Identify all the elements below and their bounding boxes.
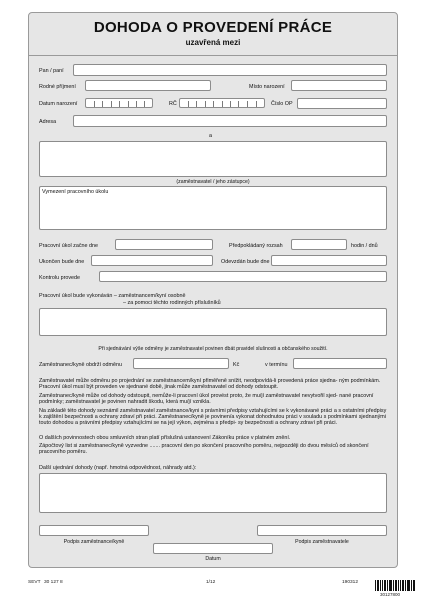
- remuneration-field[interactable]: [133, 358, 229, 369]
- label-kc: Kč: [233, 362, 240, 368]
- label-misto-narozeni: Místo narození: [249, 84, 285, 90]
- additional-terms-field[interactable]: [39, 473, 387, 513]
- label-ukonceni: Ukončen bude dne: [39, 259, 85, 265]
- birthplace-field[interactable]: [291, 80, 387, 91]
- footer-left-number: 30 127 8: [44, 580, 63, 585]
- address-field[interactable]: [73, 115, 387, 127]
- employer-field[interactable]: [39, 141, 387, 177]
- label-vykonavan-1: Pracovní úkol bude vykonáván – zaměstnancem/kyní osobně: [39, 293, 186, 299]
- label-hodin-dnu: hodin / dnů: [351, 243, 378, 249]
- end-date-field[interactable]: [91, 255, 213, 266]
- label-a: a: [209, 133, 212, 139]
- employer-signature-caption: Podpis zaměstnavatele: [295, 539, 349, 545]
- footer-left-code: SEVT: [28, 580, 41, 585]
- label-dalsi-ujednani: Další ujednání dohody (např. hmotná odpovědnost, náhrady atd.):: [39, 465, 197, 471]
- paragraph-credit-sheet: Zápočtový list si zaměstnanec/kyně vyzvedne ....... pracovní den po skončení pracovního poměru, nejpozději do dvou měsíců od skončení pracovního poměru.: [39, 443, 369, 456]
- employer-caption: (zaměstnavatel / jeho zástupce): [176, 179, 250, 185]
- form-title: DOHODA O PROVEDENÍ PRÁCE: [93, 19, 333, 36]
- name-field[interactable]: [73, 64, 387, 76]
- label-vymezeni: Vymezení pracovního úkolu: [42, 189, 109, 195]
- paragraph-reduction: Zaměstnavatel může odměnu po projednání se zaměstnancem/kyní přiměřeně snížit, neodpovídá-li provedená práce sjedna- ným podmínkám. Pracovní úkol musí být proveden ve sjednané době, jinak může zaměstnavatel od dohody odstoupit.: [39, 378, 381, 391]
- label-kontrolu: Kontrolu provede: [39, 275, 81, 281]
- date-caption: Datum: [205, 556, 221, 562]
- label-datum-narozeni: Datum narození: [39, 101, 78, 107]
- family-members-field[interactable]: [39, 308, 387, 336]
- barcode: [375, 580, 415, 591]
- label-rodne-prijmeni: Rodné příjmení: [39, 84, 76, 90]
- footer-page: 1/12: [206, 580, 216, 585]
- label-vykonavan-2: – za pomoci těchto rodinných příslušníků: [123, 300, 221, 306]
- payment-term-field[interactable]: [293, 358, 387, 369]
- scope-field[interactable]: [291, 239, 347, 250]
- paragraph-safety: Na základě této dohody seznámil zaměstnavatel zaměstnance/kyni s právními předpisy vztahujícími se k vykonávané práci a s ostatními předpisy k zajištění bezpečnosti a ochrany zdraví při práci. Zaměstnanec/kyně je povinen/a vykonat dohodnutou práci v souladu s podmínkami sjednanými touto dohodou a právními předpisy vztahujícími se na její výkon, zejména s předpi- sy bezpečnosti a ochrany zdraví při práci.: [39, 408, 387, 427]
- footer-right-code: 190312: [342, 580, 359, 585]
- form-sheet: [28, 12, 398, 568]
- label-odevzdan: Odevzdán bude dne: [221, 259, 270, 265]
- inspector-field[interactable]: [99, 271, 387, 282]
- birth-date-digits[interactable]: [85, 98, 153, 108]
- label-odmena: Zaměstnanec/kyně obdrží odměnu: [39, 362, 123, 368]
- label-adresa: Adresa: [39, 119, 57, 125]
- employee-signature-field[interactable]: [39, 525, 149, 536]
- label-v-terminu: v termínu: [265, 362, 288, 368]
- remuneration-note: Při sjednávání výše odměny je zaměstnavatel povinen dbát pravidel slušnosti a občanského soužití.: [98, 346, 328, 352]
- barcode-number: 30127800: [380, 592, 401, 597]
- paragraph-withdrawal: Zaměstnanec/kyně může od dohody odstoupit, nemůže-li pracovní úkol provést proto, že mu/jí zaměstnavatel nevytvořil sjed- nané pracovní podmínky; zaměstnavatel je povinen nahradit škodu, která mu/jí vznikla.: [39, 393, 374, 406]
- employee-signature-caption: Podpis zaměstnance/kyně: [63, 539, 125, 545]
- label-cislo-op: Číslo OP: [271, 101, 293, 107]
- label-predpokladany-rozsah: Předpokládaný rozsah: [229, 243, 283, 249]
- label-pan-pani: Pan / paní: [39, 68, 64, 74]
- employer-signature-field[interactable]: [257, 525, 387, 536]
- handover-date-field[interactable]: [271, 255, 387, 266]
- date-field[interactable]: [153, 543, 273, 554]
- paragraph-other-duties: O dalších povinnostech obou smluvních stran platí příslušná ustanovení Zákoníku práce v platném znění.: [39, 435, 291, 441]
- form-header: [29, 13, 397, 56]
- form-subtitle: uzavřená mezi: [185, 38, 241, 47]
- id-card-field[interactable]: [297, 98, 387, 109]
- label-zacne-dne: Pracovní úkol začne dne: [39, 243, 99, 249]
- start-date-field[interactable]: [115, 239, 213, 250]
- label-rc: RČ: [169, 101, 177, 107]
- birth-surname-field[interactable]: [85, 80, 211, 91]
- birth-number-digits[interactable]: [179, 98, 265, 108]
